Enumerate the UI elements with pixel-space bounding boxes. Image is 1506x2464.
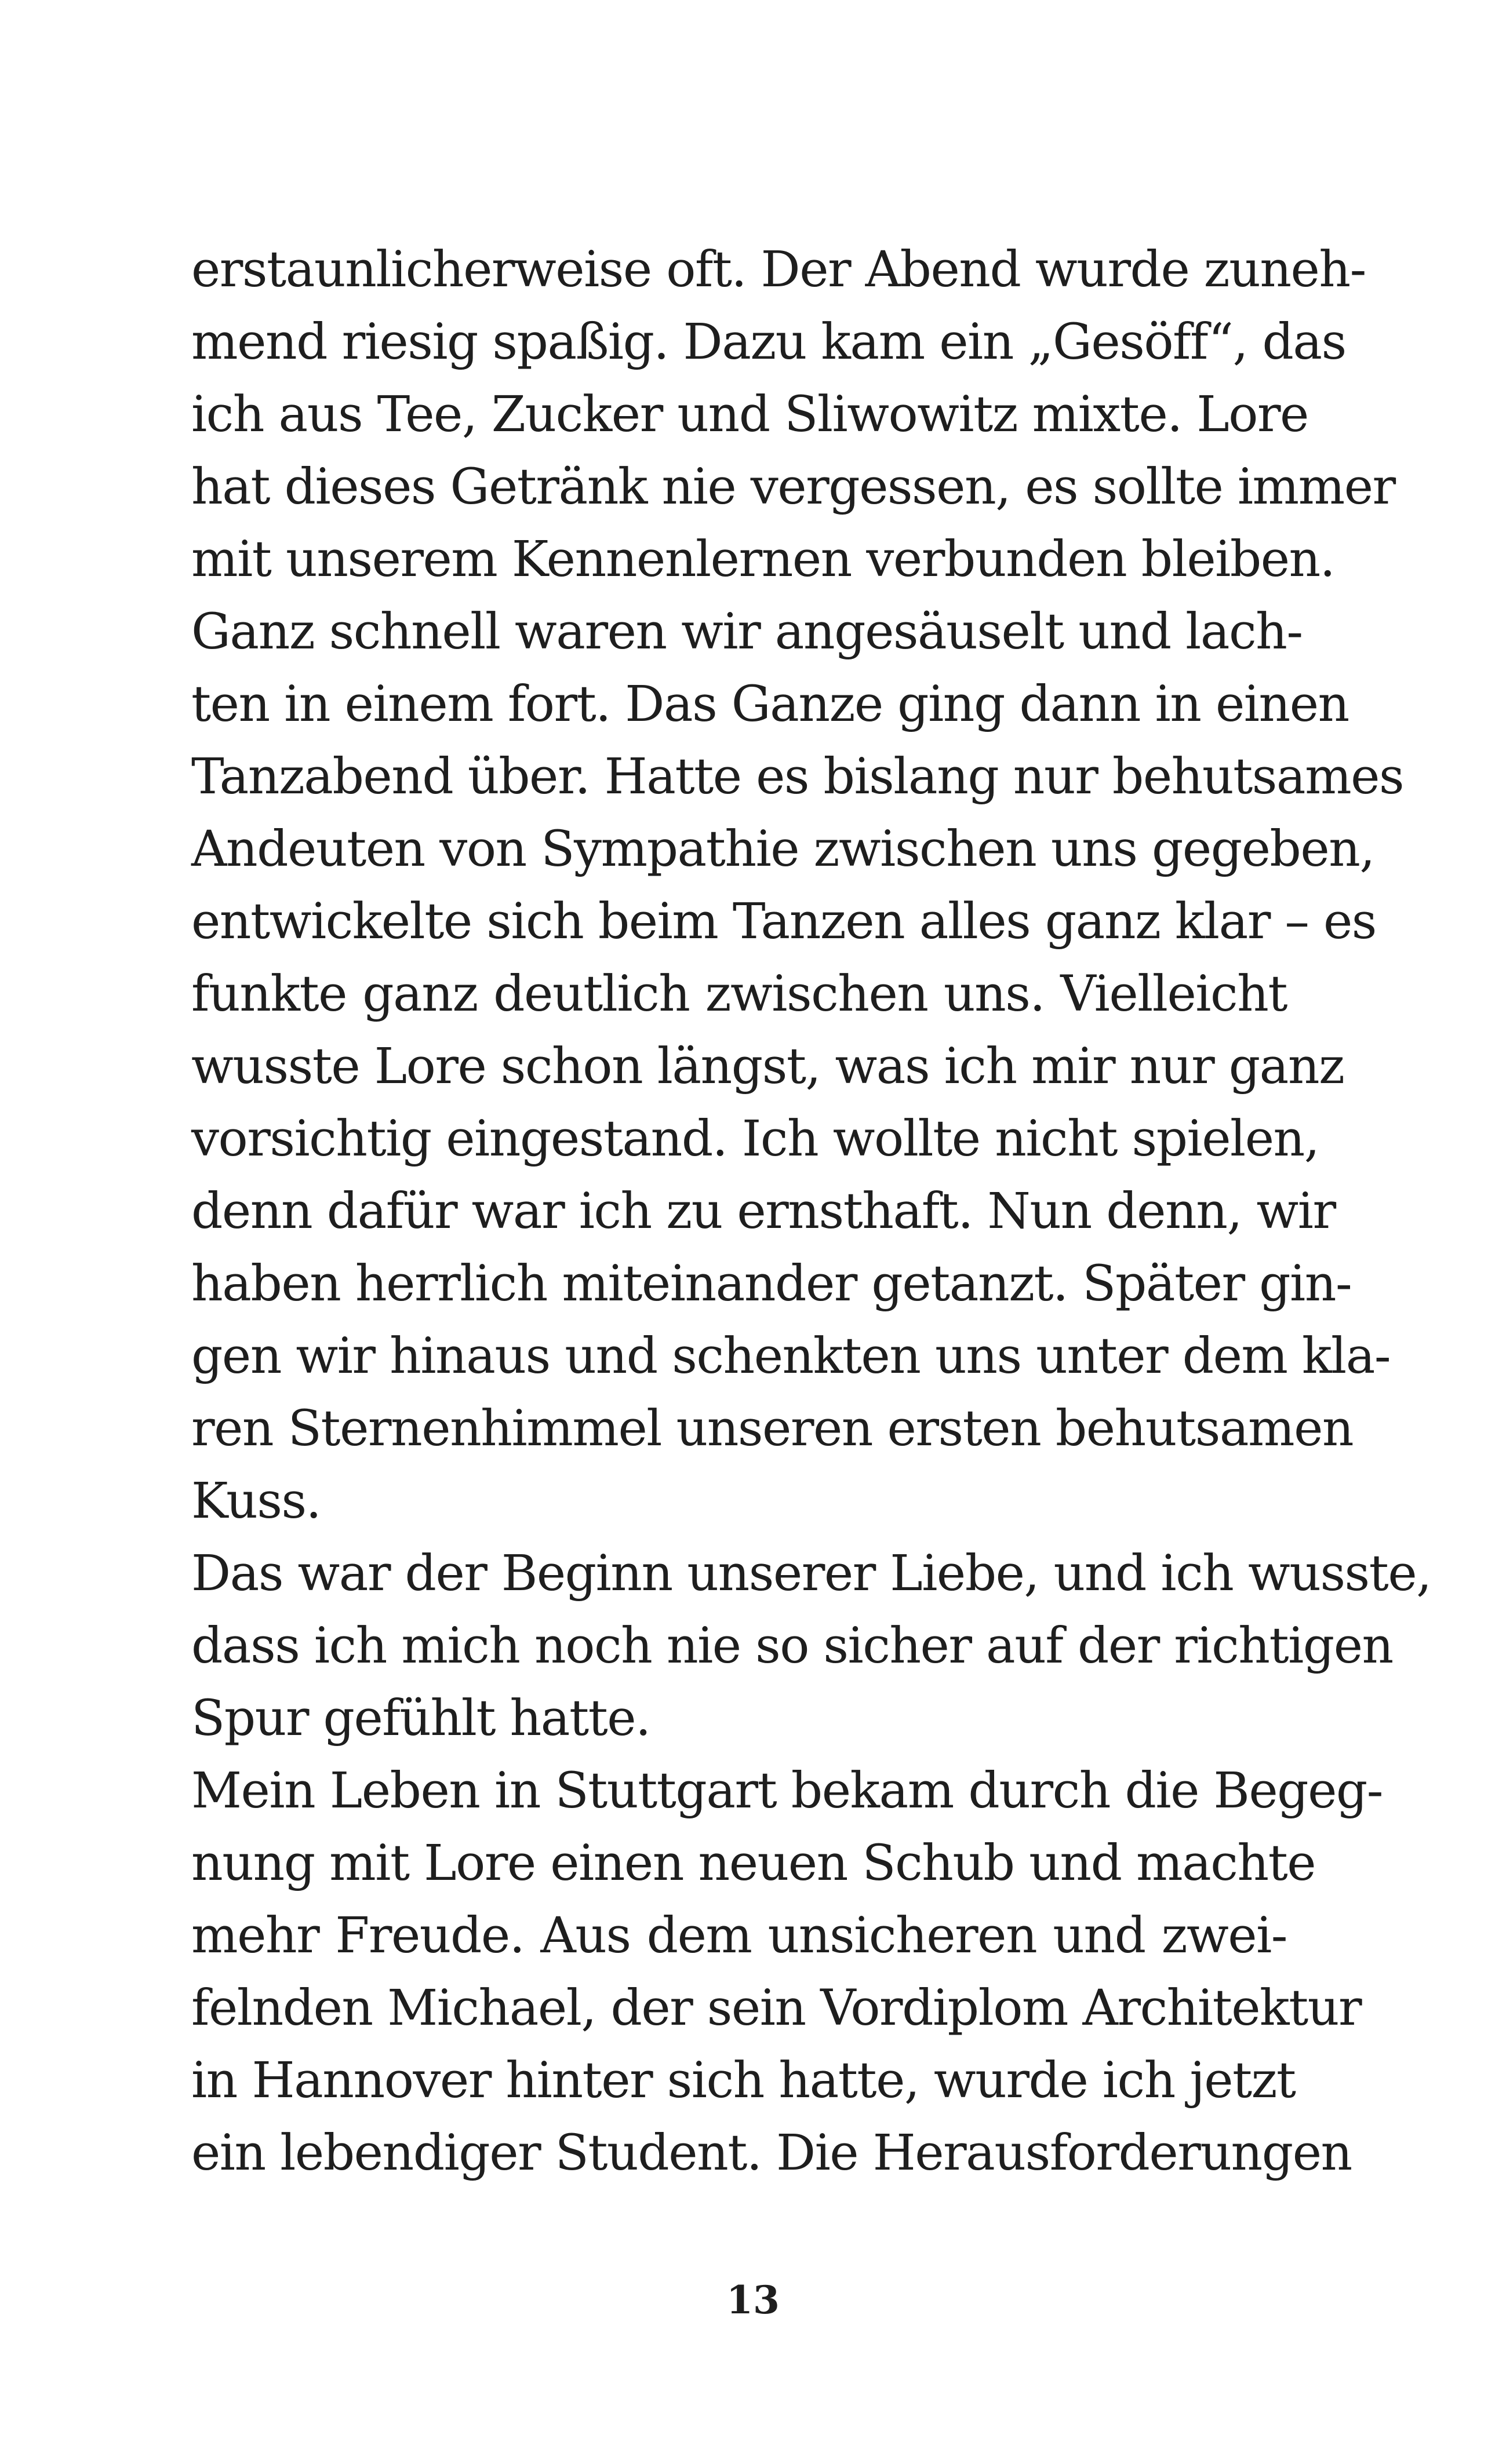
text-line: hat dieses Getränk nie vergessen, es sollte immer: [191, 458, 1395, 516]
text-line: in Hannover hinter sich hatte, wurde ich jetzt: [191, 2052, 1296, 2109]
text-line: entwickelte sich beim Tanzen alles ganz klar – es: [191, 893, 1376, 950]
text-line: Das war der Beginn unserer Liebe, und ich wusste,: [191, 1545, 1431, 1602]
text-line: dass ich mich noch nie so sicher auf der richtigen: [191, 1617, 1393, 1675]
text-line: gen wir hinaus und schenkten uns unter dem kla-: [191, 1328, 1391, 1385]
text-line: wusste Lore schon längst, was ich mir nur ganz: [191, 1038, 1344, 1095]
body-text: [191, 234, 1431, 2189]
page-number: 13: [726, 2277, 780, 2323]
text-line: nung mit Lore einen neuen Schub und machte: [191, 1835, 1316, 1892]
text-line: mend riesig spaßig. Dazu kam ein „Gesöff“, das: [191, 314, 1346, 371]
text-line: funkte ganz deutlich zwischen uns. Vielleicht: [191, 965, 1287, 1023]
text-line: denn dafür war ich zu ernsthaft. Nun denn, wir: [191, 1183, 1336, 1240]
text-line: mehr Freude. Aus dem unsicheren und zwei-: [191, 1907, 1287, 1964]
text-line: erstaunlicherweise oft. Der Abend wurde zuneh-: [191, 241, 1366, 298]
text-line: Spur gefühlt hatte.: [191, 1690, 650, 1747]
text-line: ten in einem fort. Das Ganze ging dann in einen: [191, 676, 1349, 733]
text-line: Kuss.: [191, 1472, 321, 1530]
text-line: mit unserem Kennenlernen verbunden bleiben.: [191, 531, 1335, 588]
text-line: haben herrlich miteinander getanzt. Später gin-: [191, 1255, 1352, 1313]
text-line: Ganz schnell waren wir angesäuselt und lach-: [191, 603, 1303, 661]
text-line: Tanzabend über. Hatte es bislang nur behutsames: [191, 748, 1404, 805]
text-line: ren Sternenhimmel unseren ersten behutsamen: [191, 1400, 1354, 1457]
text-line: felnden Michael, der sein Vordiplom Architektur: [191, 1980, 1362, 2037]
text-line: Mein Leben in Stuttgart bekam durch die Begeg-: [191, 1762, 1383, 1820]
text-line: ein lebendiger Student. Die Herausforderungen: [191, 2124, 1352, 2182]
text-line: Andeuten von Sympathie zwischen uns gegeben,: [191, 821, 1374, 878]
text-line: vorsichtig eingestand. Ich wollte nicht spielen,: [191, 1110, 1319, 1168]
text-line: ich aus Tee, Zucker und Sliwowitz mixte. Lore: [191, 386, 1308, 443]
